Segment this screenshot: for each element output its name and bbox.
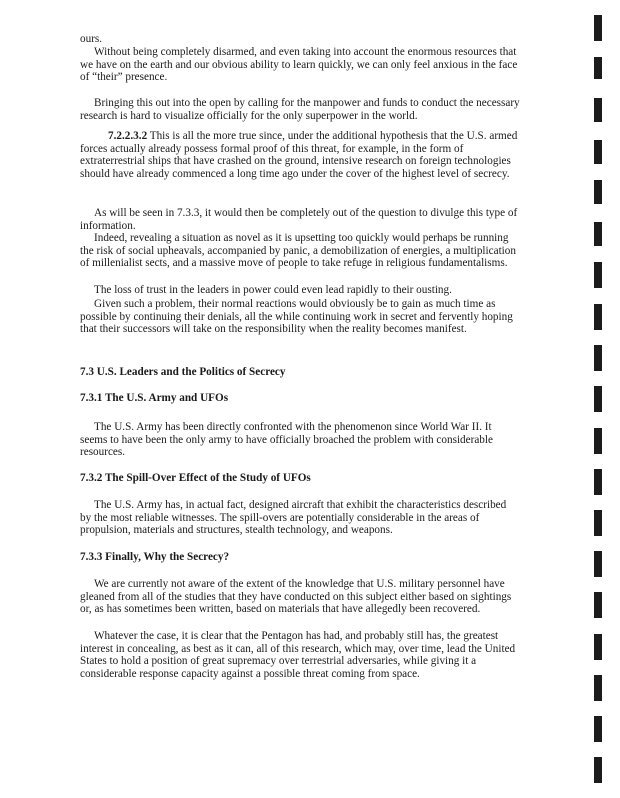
scan-edge-marks	[594, 0, 614, 798]
section-text: This is all the more true since, under the additional hypothesis that the U.S. armed forces actually already possess formal proof of this threat, for example, in the form of extraterrestrial ships that have crashed on the ground, intensive research on foreign technologies should have already commenced a long time ago under the cover of the highest level of secrecy.	[80, 130, 518, 180]
edge-mark	[594, 180, 602, 204]
edge-mark	[594, 15, 602, 41]
paragraph-divulge: As will be seen in 7.3.3, it would then be completely out of the question to divulge this type of information.	[80, 207, 518, 232]
paragraph-given-problem: Given such a problem, their normal reactions would obviously be to gain as much time as possible by continuing their denials, all the while continuing work in secret and fervently hoping that their successors will take on the responsibility when the reality becomes manifest.	[80, 298, 513, 336]
edge-mark	[594, 634, 602, 660]
section-number: 7.2.2.3.2	[108, 130, 148, 142]
edge-mark	[594, 551, 602, 577]
edge-mark	[594, 469, 602, 495]
paragraph-revealing: Indeed, revealing a situation as novel as it is upsetting too quickly would perhaps be running the risk of social upheavals, accompanied by panic, a demobilization of energies, a multiplication of millenialist sects, and a massive move of people to take refuge in religious fundamentalisms.	[80, 232, 516, 270]
paragraph-bringing-out: Bringing this out into the open by calling for the manpower and funds to conduct the necessary research is hard to visualize officially for the only superpower in the world.	[80, 97, 520, 122]
edge-mark	[594, 222, 602, 246]
paragraph-not-aware: We are currently not aware of the extent of the knowledge that U.S. military personnel have gleaned from all of the studies that they have conducted on this subject either based on sightings or, as has sometimes been written, based on materials that have allegedly been recovered.	[80, 578, 512, 616]
edge-mark	[594, 675, 602, 701]
paragraph-army-ufos: The U.S. Army has been directly confronted with the phenomenon since World War II. It seems to have been the only army to have officially broached the problem with considerable resources.	[80, 421, 493, 459]
paragraph-pentagon: Whatever the case, it is clear that the Pentagon has had, and probably still has, the greatest interest in concealing, as best as it can, all of this research, which may, over time, lead the United States to hold a position of great supremacy over terrestrial adversaries, while giving it a considerable response capacity against a possible threat coming from space.	[80, 630, 516, 680]
paragraph-7-2-2-3-2	[80, 130, 520, 180]
heading-7-3-2: 7.3.2 The Spill-Over Effect of the Study of UFOs	[80, 472, 311, 484]
edge-mark	[594, 140, 602, 164]
edge-mark	[594, 386, 602, 412]
edge-mark	[594, 345, 602, 371]
heading-7-3-1: 7.3.1 The U.S. Army and UFOs	[80, 392, 229, 404]
edge-mark	[594, 428, 602, 454]
edge-mark	[594, 757, 602, 783]
edge-mark	[594, 592, 602, 618]
edge-mark	[594, 510, 602, 536]
paragraph-spill-over: The U.S. Army has, in actual fact, designed aircraft that exhibit the characteristics described by the most reliable witnesses. The spill-overs are potentially considerable in the areas of propulsion, materials and structures, stealth technology, and weapons.	[80, 499, 507, 537]
edge-mark	[594, 57, 602, 79]
heading-7-3-3: 7.3.3 Finally, Why the Secrecy?	[80, 551, 230, 563]
edge-mark	[594, 304, 602, 330]
heading-7-3: 7.3 U.S. Leaders and the Politics of Secrecy	[80, 366, 286, 378]
edge-mark	[594, 98, 602, 122]
edge-mark	[594, 262, 602, 288]
edge-mark	[594, 716, 602, 742]
paragraph-disarmed: Without being completely disarmed, and even taking into account the enormous resources that we have on the earth and our obvious ability to learn quickly, we can only feel anxious in the face of “their” presence.	[80, 46, 518, 84]
paragraph-ours: ours.	[80, 33, 103, 45]
paragraph-loss-of-trust: The loss of trust in the leaders in power could even lead rapidly to their ousting.	[94, 284, 452, 296]
